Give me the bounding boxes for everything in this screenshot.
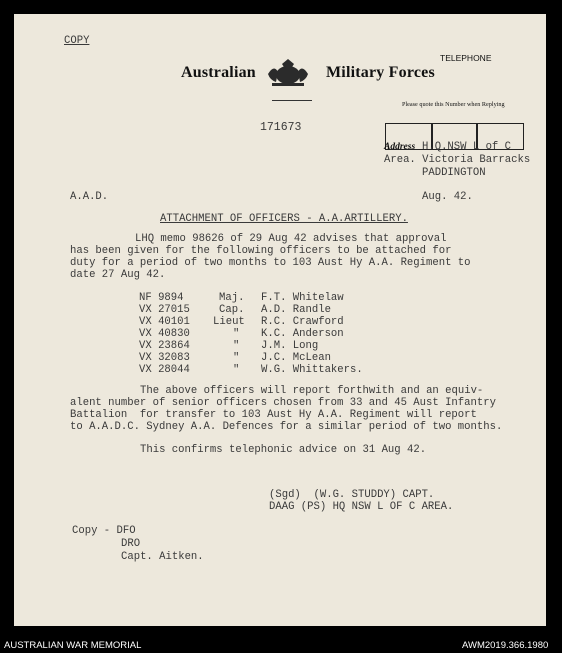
copy-stamp: COPY (64, 35, 90, 47)
officer-name: R.C. Crawford (261, 316, 344, 328)
officer-rank: Lieut (213, 316, 245, 328)
officer-rank: Maj. (219, 292, 245, 304)
body-line: duty for a period of two months to 103 Aust Hy A.A. Regiment to (70, 257, 471, 269)
subject-line: ATTACHMENT OF OFFICERS - A.A.ARTILLERY. (160, 213, 408, 225)
copy-distribution: Capt. Aitken. (121, 551, 204, 563)
signature-line: (Sgd) (W.G. STUDDY) CAPT. (269, 489, 435, 501)
officer-number: VX 32083 (139, 352, 190, 364)
officer-name: J.C. McLean (261, 352, 331, 364)
officer-rank: " (233, 352, 240, 364)
officer-number: VX 40101 (139, 316, 190, 328)
quote-notice: Please quote this Number when Replying (402, 101, 505, 108)
officer-name: W.G. Whittakers. (261, 364, 363, 376)
letter-date: Aug. 42. (422, 191, 473, 203)
file-number: 171673 (260, 121, 302, 134)
officer-rank: " (233, 328, 240, 340)
officer-rank: " (233, 364, 240, 376)
officer-name: J.M. Long (261, 340, 319, 352)
address-line-1: H.Q.NSW L of C (422, 141, 512, 153)
footer-institution: AUSTRALIAN WAR MEMORIAL (4, 640, 142, 651)
copy-distribution: DRO (121, 538, 141, 550)
recipient: A.A.D. (70, 191, 109, 203)
officer-rank: Cap. (219, 304, 245, 316)
document-page (14, 14, 546, 626)
officer-rank: " (233, 340, 240, 352)
coat-of-arms-emblem (266, 58, 310, 88)
officer-number: NF 9894 (139, 292, 184, 304)
body-line: This confirms telephonic advice on 31 Aug 42. (140, 444, 427, 456)
officer-name: F.T. Whitelaw (261, 292, 344, 304)
header-rule (272, 100, 312, 101)
org-name-right: Military Forces (326, 64, 435, 81)
footer-accession-number: AWM2019.366.1980 (462, 640, 549, 651)
body-line: alent number of senior officers chosen from 33 and 45 Aust Infantry (70, 397, 496, 409)
address-label: Address (384, 142, 416, 152)
body-line: to A.A.D.C. Sydney A.A. Defences for a similar period of two months. (70, 421, 503, 433)
body-line: The above officers will report forthwith and an equiv- (140, 385, 484, 397)
body-line: Battalion for transfer to 103 Aust Hy A.A. Regiment will report (70, 409, 477, 421)
officer-number: VX 28044 (139, 364, 190, 376)
copy-distribution: Copy - DFO (72, 525, 136, 537)
telephone-label: TELEPHONE (440, 53, 492, 63)
address-line-2: Area. Victoria Barracks (384, 154, 531, 166)
officer-name: K.C. Anderson (261, 328, 344, 340)
body-line: has been given for the following officers to be attached for (70, 245, 452, 257)
officer-name: A.D. Randle (261, 304, 331, 316)
signature-title: DAAG (PS) HQ NSW L OF C AREA. (269, 501, 454, 513)
body-line: date 27 Aug 42. (70, 269, 166, 281)
org-name-left: Australian (181, 64, 256, 81)
officer-number: VX 23864 (139, 340, 190, 352)
body-line: LHQ memo 98626 of 29 Aug 42 advises that approval (135, 233, 447, 245)
address-line-3: PADDINGTON (422, 167, 486, 179)
officer-number: VX 27015 (139, 304, 190, 316)
officer-number: VX 40830 (139, 328, 190, 340)
